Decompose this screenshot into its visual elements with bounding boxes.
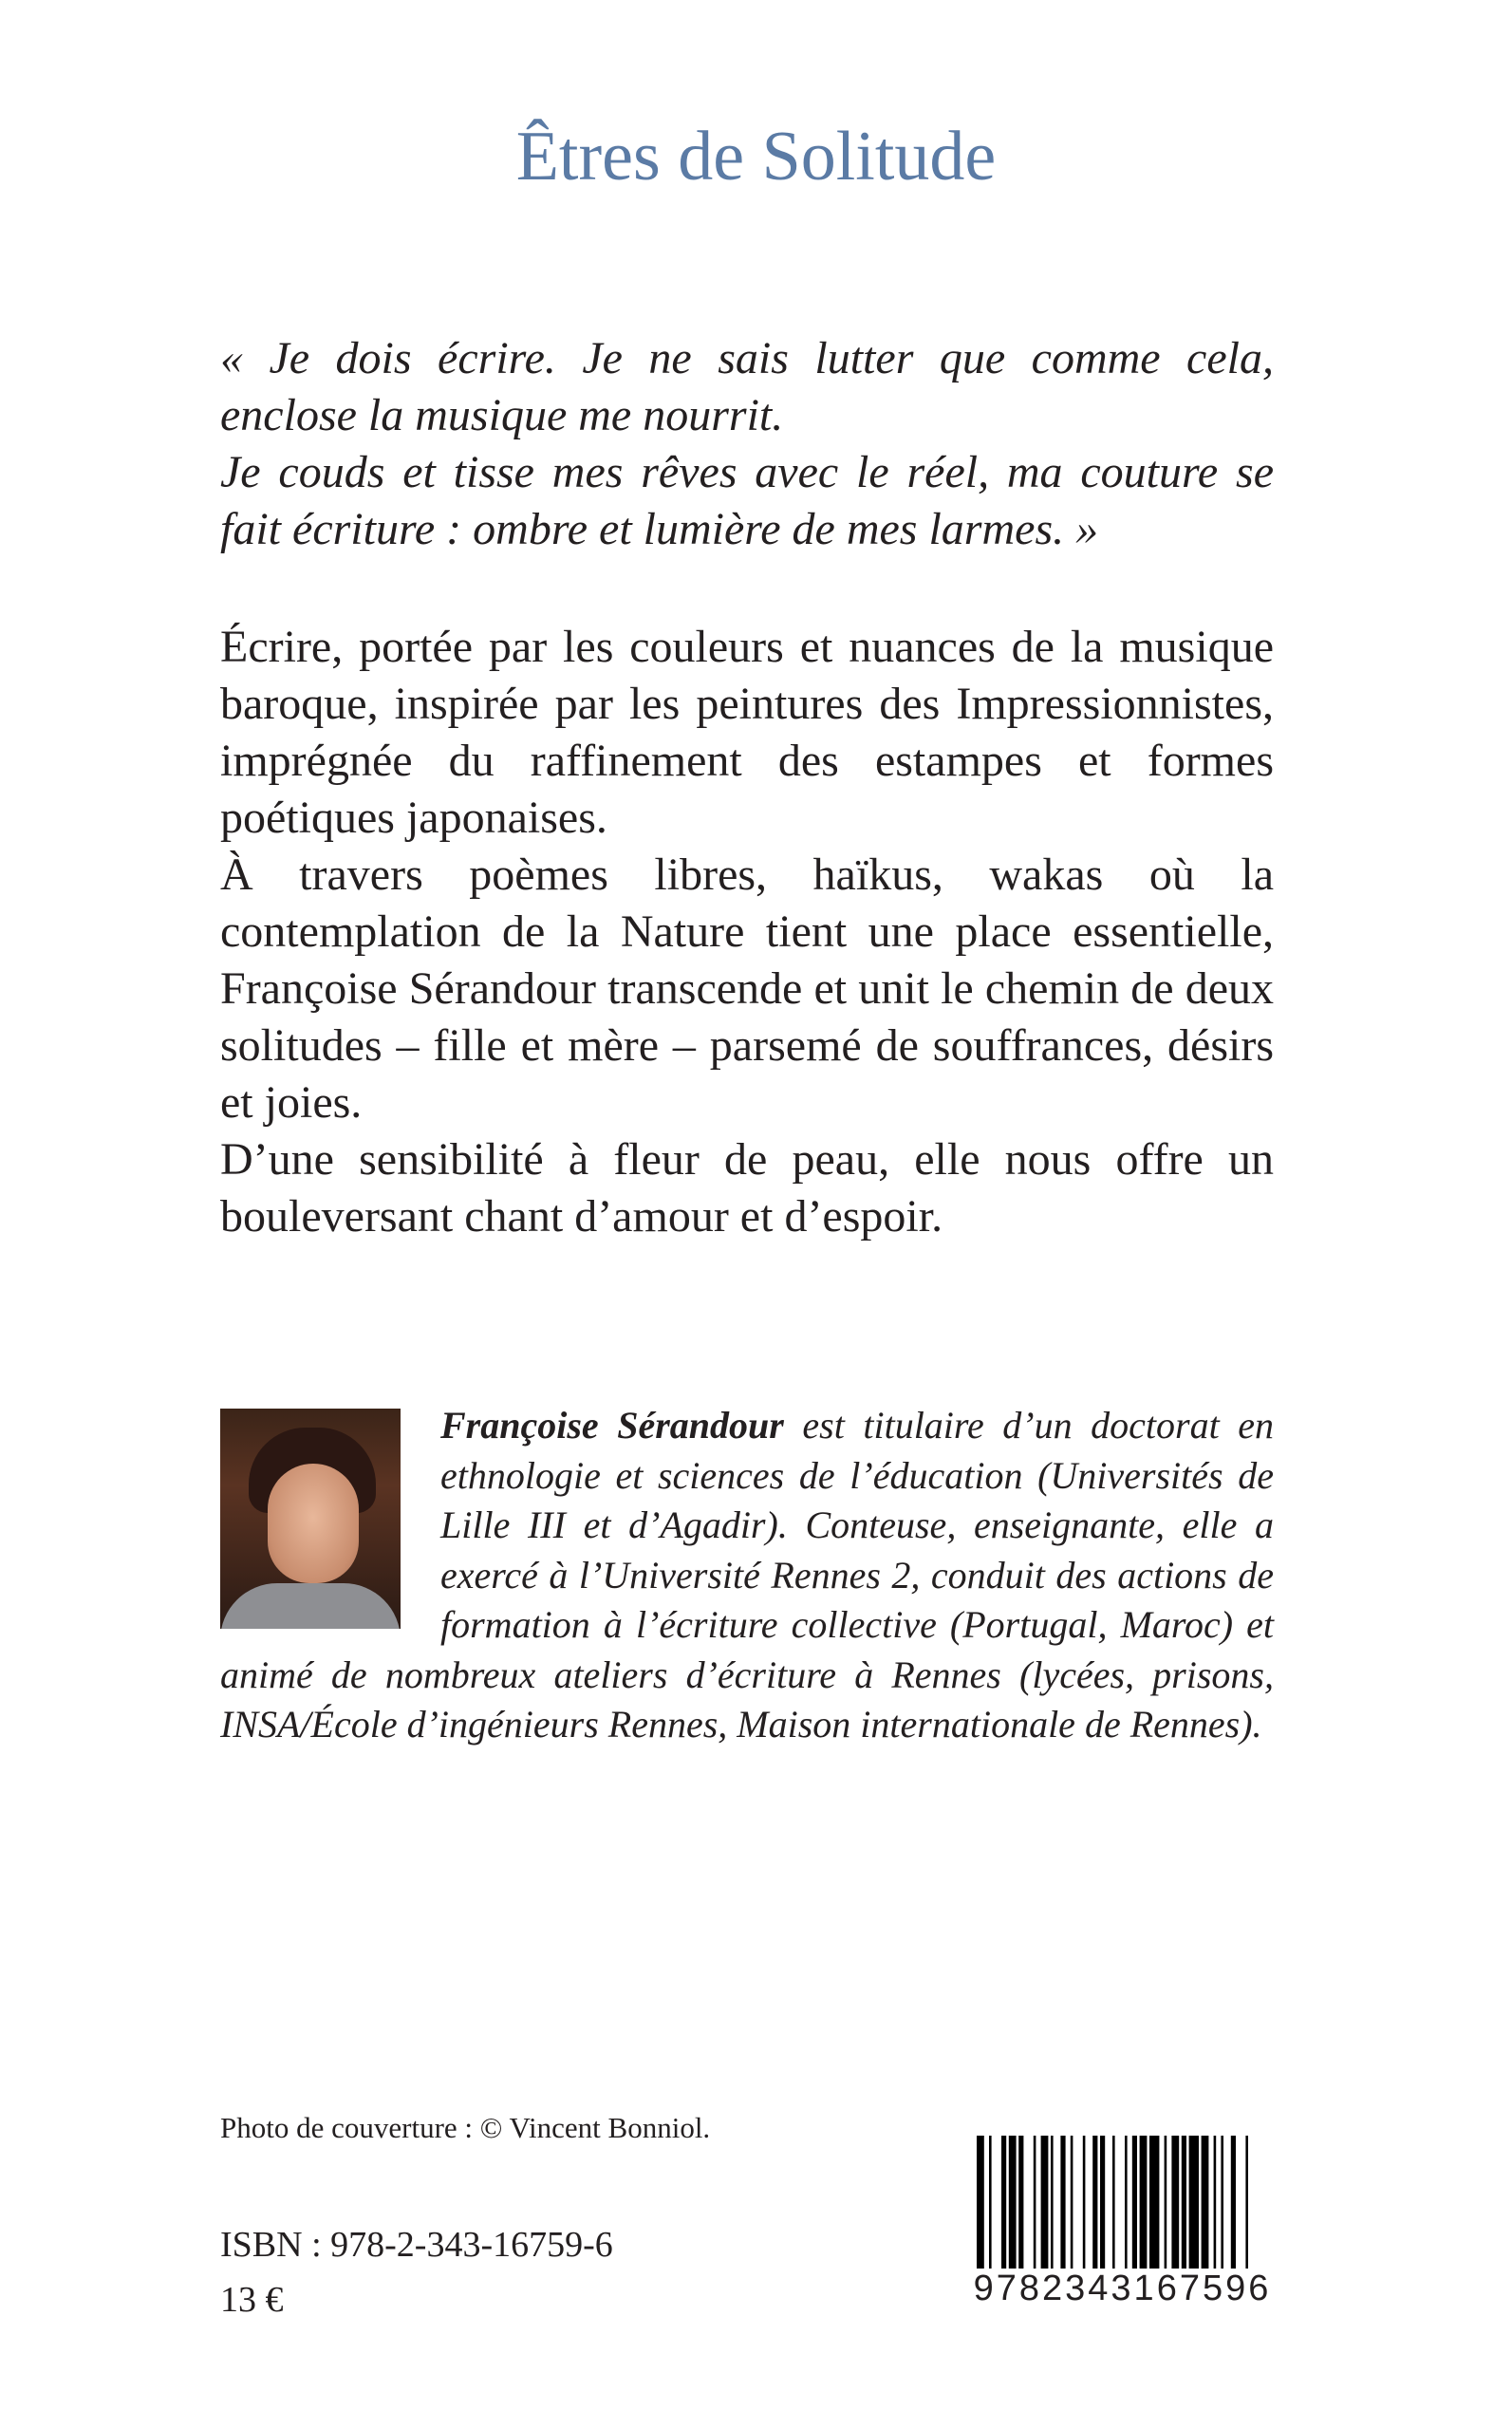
summary-paragraph: Écrire, portée par les couleurs et nuances de la musique baroque, inspirée par les peintures des Impressionnistes, imprégnée du raffinement des estampes et formes poétiques japonaises. [220, 622, 1274, 843]
price: 13 € [220, 2280, 284, 2320]
summary-paragraph: D’une sensibilité à fleur de peau, elle nous offre un bouleversant chant d’amour et d’espoir. [220, 1134, 1274, 1242]
book-summary [220, 619, 1274, 1245]
author-bio [220, 1401, 1274, 1750]
photo-credit: Photo de couverture : © Vincent Bonniol. [220, 2111, 711, 2144]
quote-line: Je couds et tisse mes rêves avec le réel, ma couture se fait écriture : ombre et lumière de mes larmes. » [220, 447, 1274, 554]
barcode-digits: 9782343167596 [973, 2269, 1272, 2308]
book-title: Êtres de Solitude [515, 118, 997, 196]
epigraph-quote [220, 330, 1274, 558]
isbn: ISBN : 978-2-343-16759-6 [220, 2225, 613, 2265]
bio-text: est titulaire d’un doctorat en ethnologie et sciences de l’éducation (Universités de Lille III et d’Agadir). Conteuse, enseignante, elle a exercé à l’Université Rennes 2, conduit des actions de formation à l’écriture collective (Portugal, Maroc) et animé de nombreux ateliers d’écriture à Rennes (lycées, prisons, INSA/École d’ingénieurs Rennes, Maison internationale de Rennes). [220, 1404, 1274, 1746]
author-name: Françoise Sérandour [440, 1404, 784, 1447]
summary-paragraph: À travers poèmes libres, haïkus, wakas où la contemplation de la Nature tient une place essentielle, Françoise Sérandour transcende et unit le chemin de deux solitudes – fille et mère – parsemé de souffrances, désirs et joies. [220, 850, 1274, 1128]
barcode-bars [973, 2136, 1277, 2269]
quote-line: « Je dois écrire. Je ne sais lutter que comme cela, enclose la musique me nourrit. [220, 333, 1274, 440]
